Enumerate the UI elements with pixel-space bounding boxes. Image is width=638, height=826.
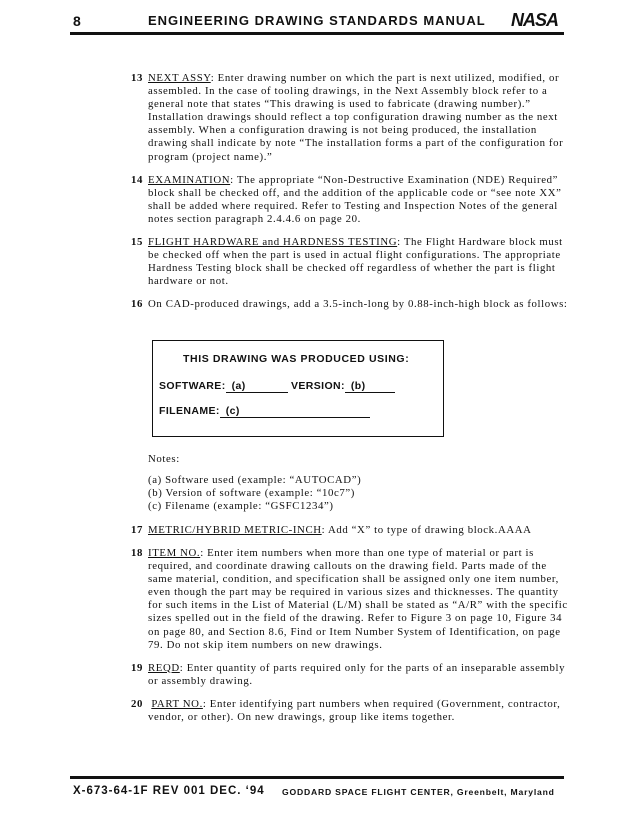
item-label: NEXT ASSY: [148, 72, 211, 84]
note-a: (a) Software used (example: “AUTOCAD”): [148, 473, 362, 486]
center-name: GODDARD SPACE FLIGHT CENTER, Greenbelt, Maryland: [282, 787, 555, 797]
item-text: : Add “X” to type of drawing block.AAAA: [321, 523, 532, 536]
item-number: 19: [131, 661, 143, 674]
list-item: [131, 698, 569, 724]
notes: [148, 453, 569, 513]
list-item: [131, 298, 569, 311]
list-item: [131, 72, 569, 164]
filename-line: [159, 405, 370, 418]
item-label: METRIC/HYBRID METRIC-INCH: [148, 523, 322, 536]
item-label: PART NO.: [151, 697, 203, 710]
item-text: On CAD-produced drawings, add a 3.5-inch-long by 0.88-inch-high block as follows:: [148, 298, 568, 311]
software-label: SOFTWARE:: [159, 379, 226, 392]
version-value: (b): [345, 381, 395, 393]
item-text: : The appropriate “Non-Destructive Examination (NDE) Required” block shall be checked off, and the addition of the applicable code or “see note XX” shall be added where required. Refer to Testing and Inspection Notes of the general notes section paragraph 2.4.4.6 on page 20.: [148, 173, 562, 225]
item-number: 17: [131, 523, 143, 536]
item-text: : Enter item numbers when more than one type of material or part is required, and coordinate drawing callouts on the drawing field. Parts made of the same material, condition, and specification shall be assigned only one item number, even though the part may be required in various sizes and thicknesses. The quantity for such items in the List of Material (L/M) shall be stated as “A/R” with the specific sizes spelled out in the field of the drawing. Refer to Figure 3 on page 10, Figure 34 on page 80, and Section 8.6, Find or Item Number System of Identification, on page 79. Do not skip item numbers on new drawings.: [148, 546, 568, 651]
cad-block-title: THIS DRAWING WAS PRODUCED USING:: [183, 352, 410, 365]
item-text: : Enter identifying part numbers when required (Government, contractor, vendor, or other). On new drawings, group like items together.: [148, 697, 561, 723]
page-body: [131, 72, 569, 734]
item-label: EXAMINATION: [148, 173, 231, 186]
software-version-line: [159, 380, 395, 393]
list-item: [131, 547, 569, 652]
item-text: : Enter drawing number on which the part is next utilized, modified, or assembled. In the case of tooling drawings, in the Next Assembly block refer to a general note that states “This drawing is used to fabricate (drawing number).” Installation drawings should reflect a top configuration drawing number as the next assembly. When a configuration drawing is not being produced, the installation drawing shall indicate by note “The installation forms a part of the configuration for program (project name).”: [148, 72, 564, 163]
item-number: 18: [131, 546, 143, 559]
item-number: 14: [131, 173, 143, 186]
software-value: (a): [226, 381, 288, 393]
item-label: FLIGHT HARDWARE and HARDNESS TESTING: [148, 236, 398, 249]
footer-rule: [70, 776, 564, 779]
filename-label: FILENAME:: [159, 404, 220, 417]
item-number: 16: [131, 298, 143, 311]
page-number: 8: [73, 13, 81, 29]
item-text: : The Flight Hardware block must be checked off when the part is used in actual flight configurations. The appropriate Hardness Testing block shall be checked off regardless of whether the part is flight hardware or not.: [148, 236, 563, 288]
header-rule: [70, 32, 564, 35]
version-label: VERSION:: [290, 379, 345, 392]
item-number: 13: [131, 72, 143, 84]
item-label: REQD: [148, 661, 180, 674]
item-number: 20: [131, 697, 143, 710]
list-item: [131, 174, 569, 226]
item-label: ITEM NO.: [148, 546, 201, 559]
list-item: [131, 236, 569, 288]
note-c: (c) Filename (example: “GSFC1234”): [148, 499, 334, 512]
filename-value: (c): [220, 406, 370, 418]
notes-heading: Notes:: [148, 452, 180, 465]
nasa-logo: NASA: [511, 10, 559, 30]
document-id: X-673-64-1F REV 001 DEC. ‘94: [73, 785, 265, 797]
item-text: : Enter quantity of parts required only for the parts of an inseparable assembly or assembly drawing.: [148, 661, 566, 687]
note-b: (b) Version of software (example: “10c7”): [148, 486, 355, 499]
list-item: [131, 662, 569, 688]
list-item: [131, 524, 569, 537]
manual-title: ENGINEERING DRAWING STANDARDS MANUAL: [148, 13, 486, 28]
item-number: 15: [131, 236, 143, 249]
cad-block: [152, 340, 444, 437]
